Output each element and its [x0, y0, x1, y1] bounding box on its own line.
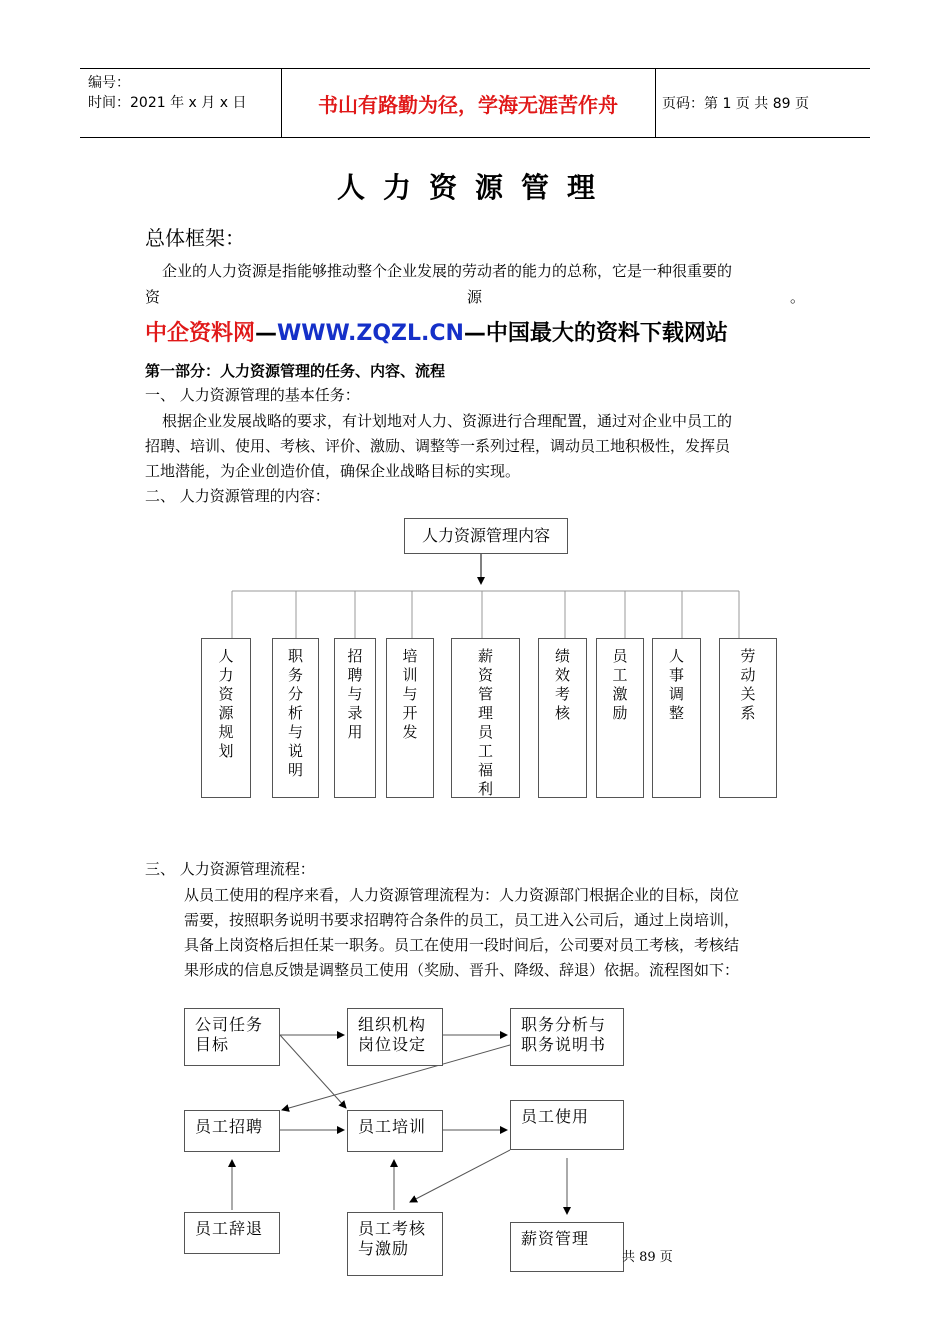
flow-box-train [347, 1110, 443, 1152]
intro-line-2c: 。 [790, 288, 806, 306]
intro-line-2a: 资 [145, 288, 161, 306]
flow-box-assess [347, 1212, 443, 1276]
ad-slogan: 中国最大的资料下载网站 [485, 321, 728, 346]
page-title: 人力资源管理 [336, 171, 613, 204]
flow-box-job [510, 1008, 624, 1066]
section1-heading: 一、 人力资源管理的基本任务： [145, 386, 360, 404]
ad-site-name: 中企资料网 [145, 321, 256, 346]
tree-node-label: 培 训 与 开 发 [402, 647, 418, 741]
section1-line-3: 工地潜能，为企业创造价值，确保企业战略目标的实现。 [145, 462, 521, 480]
flow-label: 薪资管理 [521, 1229, 590, 1248]
tree-node [201, 638, 251, 798]
section1-line-1: 根据企业发展战略的要求，有计划地对人力、资源进行合理配置，通过对企业中员工的 [162, 412, 733, 430]
section3-line-1: 从员工使用的程序来看，人力资源管理流程为：人力资源部门根据企业的目标，岗位 [184, 886, 740, 904]
ad-url-link[interactable]: WWW.ZQZL.CN [277, 321, 464, 346]
section1-line-2: 招聘、培训、使用、考核、评价、激励、调整等一系列过程，调动员工地积极性，发挥员 [145, 437, 731, 455]
flow-box-use [510, 1100, 624, 1150]
flow-label: 员工招聘 [195, 1117, 264, 1136]
flow-label: 员工辞退 [195, 1219, 264, 1238]
tree-node [596, 638, 644, 798]
flow-label: 公司任务目标 [195, 1015, 264, 1054]
tree-node-label: 人 力 资 源 规 划 [218, 647, 234, 760]
tree-root-box [404, 518, 568, 554]
tree-node [272, 638, 319, 798]
tree-node [386, 638, 434, 798]
header-page-number: 页码：第 1 页 共 89 页 [662, 96, 809, 112]
flow-label: 员工考核与激励 [358, 1219, 427, 1258]
ad-dash: — [463, 321, 486, 346]
section3-line-3: 具备上岗资格后担任某一职务。员工在使用一段时间后，公司要对员工考核，考核结 [184, 936, 740, 954]
doc-number-label: 编号： [88, 75, 130, 91]
framework-heading: 总体框架： [145, 226, 245, 250]
tree-node-label: 薪 资 管 理 员 工 福 利 [477, 647, 493, 798]
tree-node [652, 638, 701, 798]
section2-heading: 二、 人力资源管理的内容： [145, 487, 330, 505]
flow-box-org [347, 1008, 443, 1066]
tree-node-label: 员 工 激 励 [612, 647, 628, 722]
tree-root-label: 人力资源管理内容 [421, 526, 550, 545]
tree-node-label: 劳 动 关 系 [740, 647, 756, 722]
intro-line-2b: 源 [467, 288, 483, 306]
part1-heading: 第一部分：人力资源管理的任务、内容、流程 [145, 362, 446, 380]
flow-label: 职务分析与职务说明书 [521, 1015, 607, 1054]
tree-node [538, 638, 587, 798]
footer-page-total: 共 89 页 [622, 1250, 673, 1265]
flow-box-salary [510, 1222, 624, 1272]
tree-node [719, 638, 777, 798]
tree-node-label: 职 务 分 析 与 说 明 [287, 647, 303, 779]
tree-node-label: 绩 效 考 核 [554, 647, 570, 722]
flow-box-goal [184, 1008, 280, 1066]
section3-line-2: 需要，按照职务说明书要求招聘符合条件的员工，员工进入公司后，通过上岗培训， [184, 911, 740, 929]
ad-dash: — [255, 321, 278, 346]
flow-label: 员工使用 [521, 1107, 590, 1126]
doc-date-label: 时间：2021 年 x 月 x 日 [88, 95, 247, 111]
section3-line-4: 果形成的信息反馈是调整员工使用（奖励、晋升、降级、辞退）依据。流程图如下： [184, 961, 740, 979]
intro-line-1: 企业的人力资源是指能够推动整个企业发展的劳动者的能力的总称，它是一种很重要的 [162, 262, 733, 280]
header-motto: 书山有路勤为径，学海无涯苦作舟 [318, 93, 618, 117]
flow-box-dismiss [184, 1212, 280, 1254]
flow-label: 组织机构岗位设定 [358, 1015, 427, 1054]
tree-node-label: 招 聘 与 录 用 [347, 647, 363, 741]
section3-heading: 三、 人力资源管理流程： [145, 860, 315, 878]
tree-node-label: 人 事 调 整 [668, 647, 684, 722]
tree-node [334, 638, 376, 798]
tree-node [451, 638, 520, 798]
flow-label: 员工培训 [358, 1117, 427, 1136]
flow-box-recruit [184, 1110, 280, 1152]
